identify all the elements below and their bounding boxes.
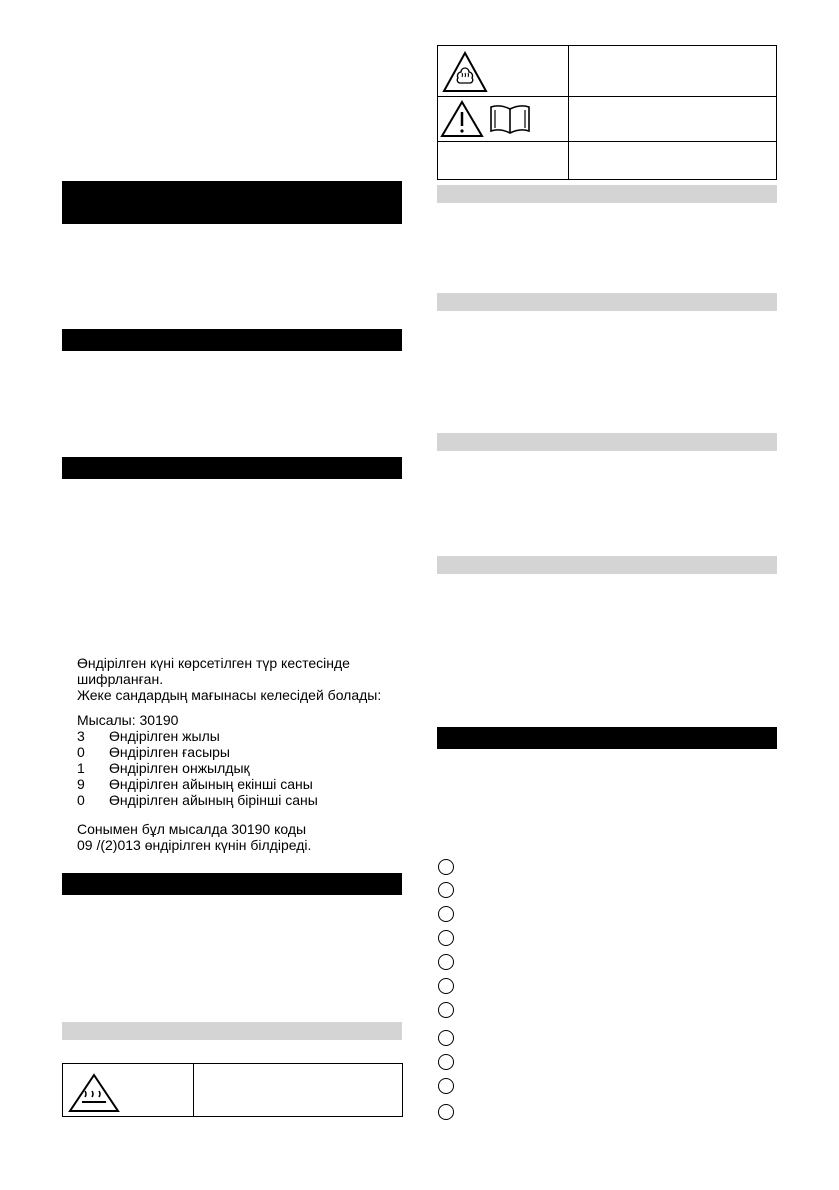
intro-line-2: шифрланған. xyxy=(77,671,164,687)
hot-steam-warning-icon xyxy=(442,51,488,93)
list-item: 0 Өндірілген айының бірінші саны xyxy=(77,792,318,808)
hot-surface-symbol-table xyxy=(62,1063,403,1117)
subheading-bar-2 xyxy=(437,185,777,203)
callout-circle-icon-1 xyxy=(438,859,454,875)
callout-circle-icon-8 xyxy=(438,1030,454,1046)
list-item: 1 Өндірілген онжылдық xyxy=(77,760,250,776)
section-heading-bar-4 xyxy=(62,873,402,895)
callout-circle-icon-3 xyxy=(438,906,454,922)
intro-line-3: Жеке сандардың мағынасы келесідей болады: xyxy=(77,687,382,703)
section-heading-bar-1 xyxy=(62,181,402,224)
general-warning-icon xyxy=(440,100,484,138)
section-heading-bar-2 xyxy=(62,329,402,351)
callout-circle-icon-6 xyxy=(438,978,454,994)
symbol-table xyxy=(437,45,777,180)
description-cell xyxy=(569,142,777,180)
example-label: Мысалы: 30190 xyxy=(77,712,179,728)
production-date-example xyxy=(77,712,407,808)
hot-surface-warning-icon xyxy=(68,1073,120,1113)
description-cell xyxy=(194,1064,403,1117)
list-item: 3 Өндірілген жылы xyxy=(77,728,220,744)
description-cell xyxy=(569,46,777,97)
callout-circle-icon-9 xyxy=(438,1054,454,1070)
list-item: 0 Өндірілген ғасыры xyxy=(77,744,230,760)
production-date-intro xyxy=(77,655,407,703)
callout-circle-icon-4 xyxy=(438,930,454,946)
read-manual-icon xyxy=(488,103,532,135)
description-cell xyxy=(569,97,777,142)
callout-circle-icon-7 xyxy=(438,1002,454,1018)
production-date-conclusion xyxy=(77,821,407,853)
list-item: 9 Өндірілген айының екінші саны xyxy=(77,776,313,792)
section-heading-bar-5 xyxy=(437,727,777,749)
callout-circle-icon-5 xyxy=(438,954,454,970)
symbol-cell xyxy=(438,97,569,142)
section-heading-bar-3 xyxy=(62,457,402,479)
symbol-cell xyxy=(63,1064,194,1117)
conclusion-line-2: 09 /(2)013 өндірілген күнін білдіреді. xyxy=(77,837,312,853)
conclusion-line-1: Сонымен бұл мысалда 30190 коды xyxy=(77,821,307,837)
symbol-cell xyxy=(438,46,569,97)
subheading-bar-4 xyxy=(437,433,777,451)
intro-line-1: Өндірілген күні көрсетілген түр кестесінде xyxy=(77,655,350,671)
subheading-bar-1 xyxy=(62,1022,402,1040)
callout-circle-icon-10 xyxy=(438,1078,454,1094)
subheading-bar-3 xyxy=(437,293,777,311)
callout-circle-icon-2 xyxy=(438,882,454,898)
symbol-cell xyxy=(438,142,569,180)
callout-circle-icon-11 xyxy=(438,1104,454,1120)
subheading-bar-5 xyxy=(437,556,777,574)
